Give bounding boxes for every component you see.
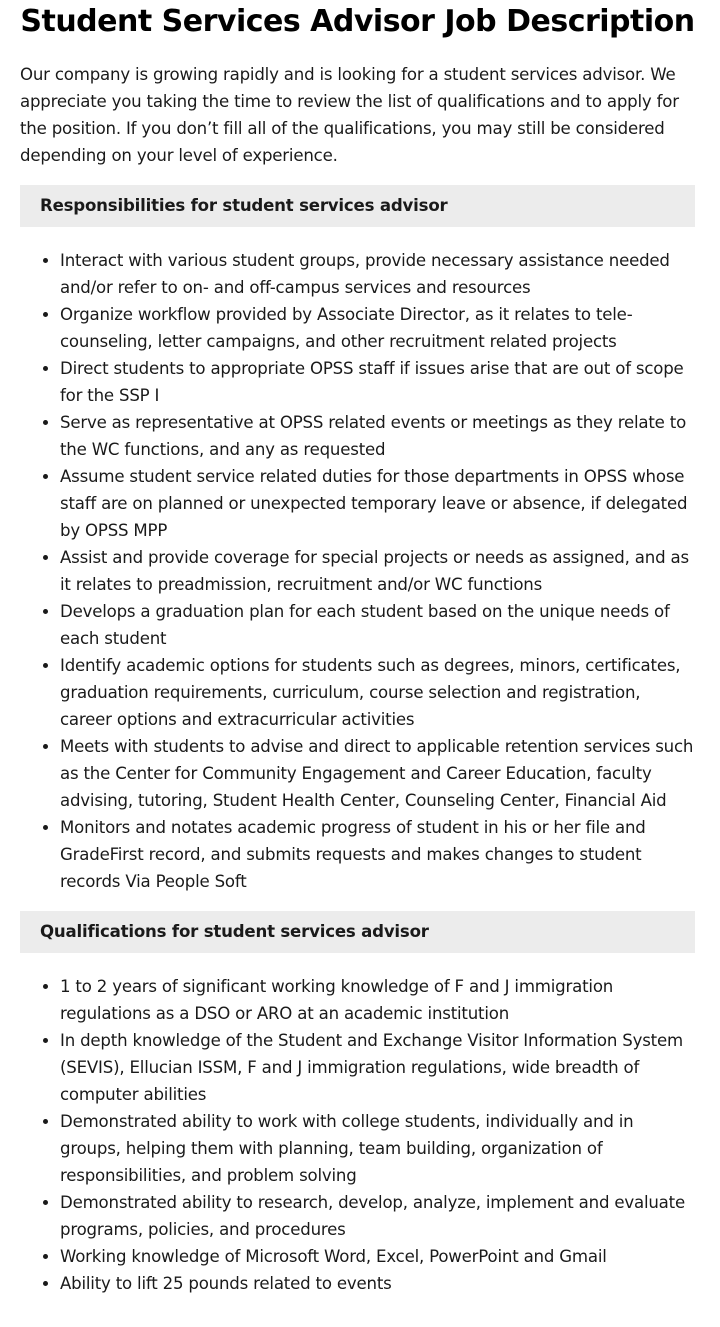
list-item: • Identify academic options for students such as degrees, minors, certificates, graduation requirements, curriculum, course selection and registration, career options and extracurricular activities [60, 652, 695, 733]
list-item: • 1 to 2 years of significant working knowledge of F and J immigration regulations as a DSO or ARO at an academic institution [60, 973, 695, 1027]
responsibilities-heading: Responsibilities for student services advisor [20, 185, 695, 227]
qualifications-heading: Qualifications for student services advisor [20, 911, 695, 953]
qualifications-list [20, 973, 695, 1297]
list-item: • Serve as representative at OPSS related events or meetings as they relate to the WC functions, and any as requested [60, 409, 695, 463]
list-item: • Organize workflow provided by Associate Director, as it relates to tele-counseling, letter campaigns, and other recruitment related projects [60, 301, 695, 355]
list-item: • Interact with various student groups, provide necessary assistance needed and/or refer to on- and off-campus services and resources [60, 247, 695, 301]
list-item: • In depth knowledge of the Student and Exchange Visitor Information System (SEVIS), Ellucian ISSM, F and J immigration regulations, wide breadth of computer abilities [60, 1027, 695, 1108]
intro-paragraph: Our company is growing rapidly and is looking for a student services advisor. We appreciate you taking the time to review the list of qualifications and to apply for the position. If you don’t fill all of the qualifications, you may still be considered depending on your level of experience. [20, 65, 679, 165]
list-item: • Monitors and notates academic progress of student in his or her file and GradeFirst record, and submits requests and makes changes to student records Via People Soft [60, 814, 695, 895]
list-item: • Demonstrated ability to work with college students, individually and in groups, helping them with planning, team building, organization of responsibilities, and problem solving [60, 1108, 695, 1189]
list-item: • Direct students to appropriate OPSS staff if issues arise that are out of scope for the SSP I [60, 355, 695, 409]
page-title: Student Services Advisor Job Description [20, 4, 695, 39]
list-item: • Develops a graduation plan for each student based on the unique needs of each student [60, 598, 695, 652]
list-item: • Meets with students to advise and direct to applicable retention services such as the Center for Community Engagement and Career Education, faculty advising, tutoring, Student Health Center, Counseling Center, Financial Aid [60, 733, 695, 814]
list-item: • Demonstrated ability to research, develop, analyze, implement and evaluate programs, policies, and procedures [60, 1189, 695, 1243]
list-item: • Working knowledge of Microsoft Word, Excel, PowerPoint and Gmail [60, 1243, 695, 1270]
responsibilities-list [20, 247, 695, 895]
list-item: • Assist and provide coverage for special projects or needs as assigned, and as it relates to preadmission, recruitment and/or WC functions [60, 544, 695, 598]
list-item: • Ability to lift 25 pounds related to events [60, 1270, 695, 1297]
list-item: • Assume student service related duties for those departments in OPSS whose staff are on planned or unexpected temporary leave or absence, if delegated by OPSS MPP [60, 463, 695, 544]
